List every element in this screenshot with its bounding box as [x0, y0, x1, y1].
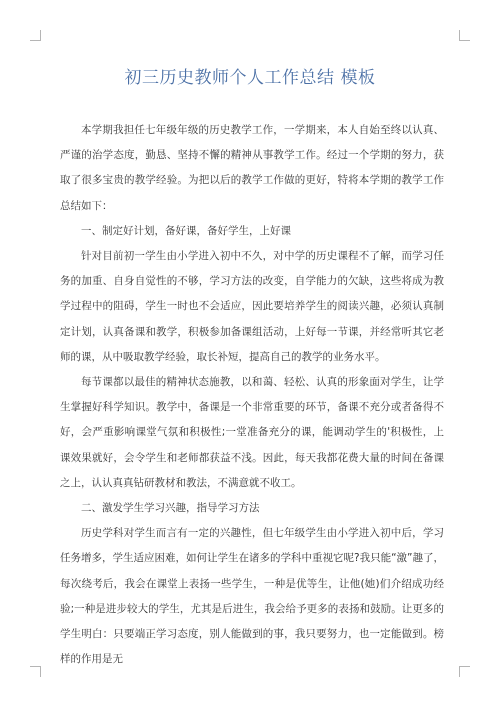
document-title: 初三历史教师个人工作总结 模板 — [124, 68, 376, 88]
intro-paragraph: 本学期我担任七年级年级的历史教学工作，一学期来，本人自始至终以认真、严谨的治学态度，勤恳、坚持不懈的精神从事教学工作。经过一个学期的努力，获取了很多宝贵的教学经验。为把以后的教学工作做的更好，特将本学期的教学工作总结如下： — [60, 124, 444, 212]
corner-mark-bottom-left — [30, 666, 41, 677]
corner-mark-top-right — [459, 30, 470, 41]
section-heading-1: 一、制定好计划，备好课，备好学生，上好课 — [81, 224, 291, 237]
document-body — [60, 118, 444, 672]
body-paragraph: 针对目前初一学生由小学进入初中不久，对中学的历史课程不了解，而学习任务的加重、自身自觉性的不够，学习方法的改变，自学能力的欠缺，这些将成为教学过程中的阻碍，学生一时也不会适应，因此要培养学生的阅读兴趣，必须认真制定计划，认真备课和教学，积极参加备课组活动，上好每一节课，并经常听其它老师的课，从中吸取教学经验，取长补短，提高自己的教学的业务水平。 — [60, 250, 444, 363]
body-paragraph: 每节课都以最佳的精神状态施教，以和蔼、轻松、认真的形象面对学生，让学生掌握好科学知识。教学中，备课是一个非常重要的环节，备课不充分或者备得不好，会严重影响课堂气氛和积极性;一堂准备充分的课，能调动学生的'积极性，上课效果就好，会令学生和老师都获益不浅。因此，每天我都花费大量的时间在备课之上，认认真真钻研教材和教法，不满意就不收工。 — [60, 376, 444, 489]
section-heading-2: 二、激发学生学习兴趣，指导学习方法 — [81, 502, 260, 515]
body-paragraph: 历史学科对学生而言有一定的兴趣性，但七年级学生由小学进入初中后，学习任务增多，学生适应困难，如何让学生在诸多的学科中重视它呢?我只能“激”趣了，每次绕考后，我会在课堂上表扬一些学生，一种是优等生，让他(她)们介绍成功经验;一种是进步较大的学生，尤其是后进生，我会给予更多的表扬和鼓励。让更多的学生明白：只要端正学习态度，别人能做到的事，我只要努力，也一定能做到。榜样的作用是无 — [60, 527, 444, 666]
corner-mark-bottom-right — [459, 666, 470, 677]
corner-mark-top-left — [30, 30, 41, 41]
